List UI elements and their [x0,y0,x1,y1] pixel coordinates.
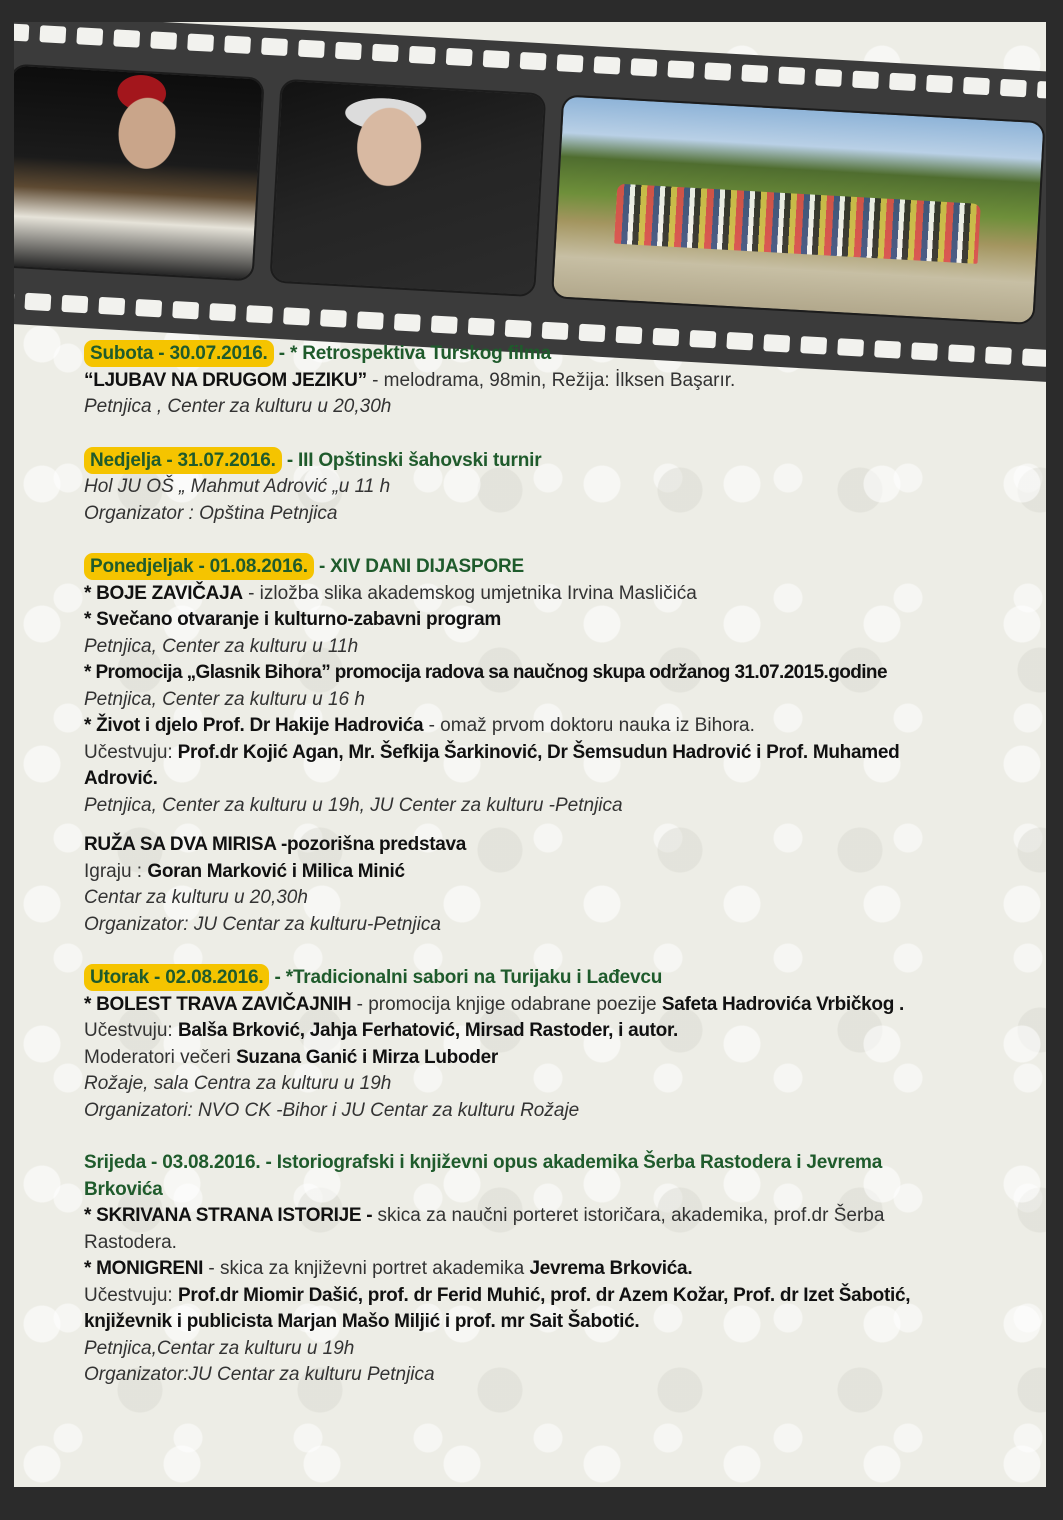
film-sprocket-hole [209,303,236,321]
film-sprocket-hole [394,313,421,331]
film-sprocket-hole [113,29,140,47]
event-heading: Subota - 30.07.2016. - * Retrospektiva Turskog filma [84,340,1024,368]
film-sprocket-hole [409,46,436,64]
film-sprocket-hole [778,66,805,84]
film-sprocket-hole [852,71,879,89]
film-sprocket-hole [483,50,510,68]
event-utorak: Utorak - 02.08.2016. - *Tradicionalni sabori na Turijaku i Lađevcu * BOLEST TRAVA ZAVIČAJNIH - promocija knjige odabrane poezije Safeta Hadrovića Vrbičkog . Učestvuju: Balša Brković, Jahja Ferhatović, Mirsad Rastoder, i autor. Moderatori večeri Suzana Ganić i Mirza Luboder Rožaje, sala Centra za kulturu u 19h Organizatori: NVO CK -Bihor i JU Centar za kulturu Rožaje [84,964,1024,1124]
event-title: *Tradicionalni sabori na Turijaku i Lađevcu [285,967,663,988]
film-sprocket-hole [187,33,214,51]
photo-group-of-hikers [551,94,1046,325]
film-sprocket-hole [261,38,288,56]
event-heading: Srijeda - 03.08.2016. - Istoriografski i književni opus akademika Šerba Rastodera i Jevrema Brkovića [84,1152,883,1200]
film-sprocket-hole [357,311,384,329]
film-sprocket-hole [24,293,51,311]
film-sprocket-hole [468,318,495,336]
film-sprocket-hole [505,320,532,338]
date-badge: Nedjelja - 31.07.2016. [84,447,282,474]
film-sprocket-hole [630,58,657,76]
film-sprocket-hole [431,315,458,333]
event-program [84,340,1024,1389]
event-title: III Opštinski šahovski turnir [298,449,542,471]
film-sprocket-hole [298,40,325,58]
photo-elder-playing-flute [269,79,546,298]
film-sprocket-hole [320,309,347,327]
film-sprocket-hole [39,25,66,43]
film-sprocket-hole [1037,81,1046,99]
film-sprocket-hole [246,305,273,323]
film-sprocket-hole [594,56,621,74]
date-badge: Ponedjeljak - 01.08.2016. [84,553,314,580]
film-sprocket-hole [335,42,362,60]
event-subota: Subota - 30.07.2016. - * Retrospektiva Turskog filma “LJUBAV NA DRUGOM JEZIKU” - melodrama, 98min, Režija: İlksen Başarır. Petnjica , Center za kulturu u 20,30h [84,340,1024,421]
date-badge: Subota - 30.07.2016. [84,340,274,367]
film-sprocket-hole [815,69,842,87]
film-sprocket-hole [150,31,177,49]
film-sprocket-hole [704,62,731,80]
film-sprocket-hole [172,301,199,319]
event-heading: Utorak - 02.08.2016. - *Tradicionalni sabori na Turijaku i Lađevcu [84,964,1024,992]
event-srijeda: Srijeda - 03.08.2016. - Istoriografski i književni opus akademika Šerba Rastodera i Jevrema Brkovića * SKRIVANA STRANA ISTORIJE - skica za naučni porteret istoričara, akademika, prof.dr Šerba Rastodera. * MONIGRENI - skica za književni portret akademika Jevrema Brkovića. Učestvuju: Prof.dr Miomir Dašić, prof. dr Ferid Muhić, prof. dr Azem Kožar, Prof. dr Izet Šabotić, književnik i publicista Marjan Mašo Miljić i prof. mr Sait Šabotić. Petnjica,Centar za kulturu u 19h Organizator:JU Centar za kulturu Petnjica [84,1150,1024,1389]
film-sprocket-hole [135,299,162,317]
film-sprocket-hole [542,322,569,340]
event-heading: Ponedjeljak - 01.08.2016. - XIV DANI DIJASPORE [84,553,1024,581]
film-sprocket-hole [889,73,916,91]
film-sprocket-hole [446,48,473,66]
event-ruza-sa-dva-mirisa: RUŽA SA DVA MIRISA -pozorišna predstava Igraju : Goran Marković i Milica Minić Centar za kulturu u 20,30h Organizator: JU Centar za kulturu-Petnjica [84,834,467,935]
film-sprocket-hole [224,35,251,53]
film-sprocket-hole [557,54,584,72]
film-sprocket-hole [14,23,29,41]
film-sprocket-hole [98,297,125,315]
photo-musician-with-saz [14,64,265,282]
film-strip [14,22,1046,383]
film-sprocket-hole [741,64,768,82]
film-sprocket-hole [61,295,88,313]
film-sprocket-hole [1022,349,1046,367]
film-sprocket-hole [76,27,103,45]
event-nedjelja: Nedjelja - 31.07.2016. - III Opštinski šahovski turnir Hol JU OŠ „ Mahmut Adrović „u 11 h Organizator : Opština Petnjica [84,447,1024,528]
date-badge: Utorak - 02.08.2016. [84,964,269,991]
film-sprocket-hole [667,60,694,78]
event-title: * Retrospektiva Turskog filma [289,343,551,364]
film-sprocket-hole [1000,79,1027,97]
film-sprocket-hole [963,77,990,95]
event-title: XIV DANI DIJASPORE [330,556,524,577]
event-heading: Nedjelja - 31.07.2016. - III Opštinski šahovski turnir [84,447,1024,475]
film-sprocket-hole [283,307,310,325]
film-sprocket-hole [926,75,953,93]
event-ponedjeljak: Ponedjeljak - 01.08.2016. - XIV DANI DIJASPORE * BOJE ZAVIČAJA - izložba slika akademskog umjetnika Irvina Masličića * Svečano otvaranje i kulturno-zabavni program Petnjica, Center za kulturu u 11h * Promocija „Glasnik Bihora” promocija radova sa naučnog skupa održanog 31.07.2015.godine Petnjica, Center za kulturu u 16 h * Život i djelo Prof. Dr Hakije Hadrovića - omaž prvom doktoru nauka iz Bihora. Učestvuju: Prof.dr Kojić Agan, Mr. Šefkija Šarkinović, Dr Šemsudun Hadrović i Prof. Muhamed Adrović. Petnjica, Center za kulturu u 19h, JU Center za kulturu -Petnjica [84,553,1024,819]
program-page [14,22,1046,1487]
film-sprocket-hole [520,52,547,70]
film-sprocket-hole [372,44,399,62]
